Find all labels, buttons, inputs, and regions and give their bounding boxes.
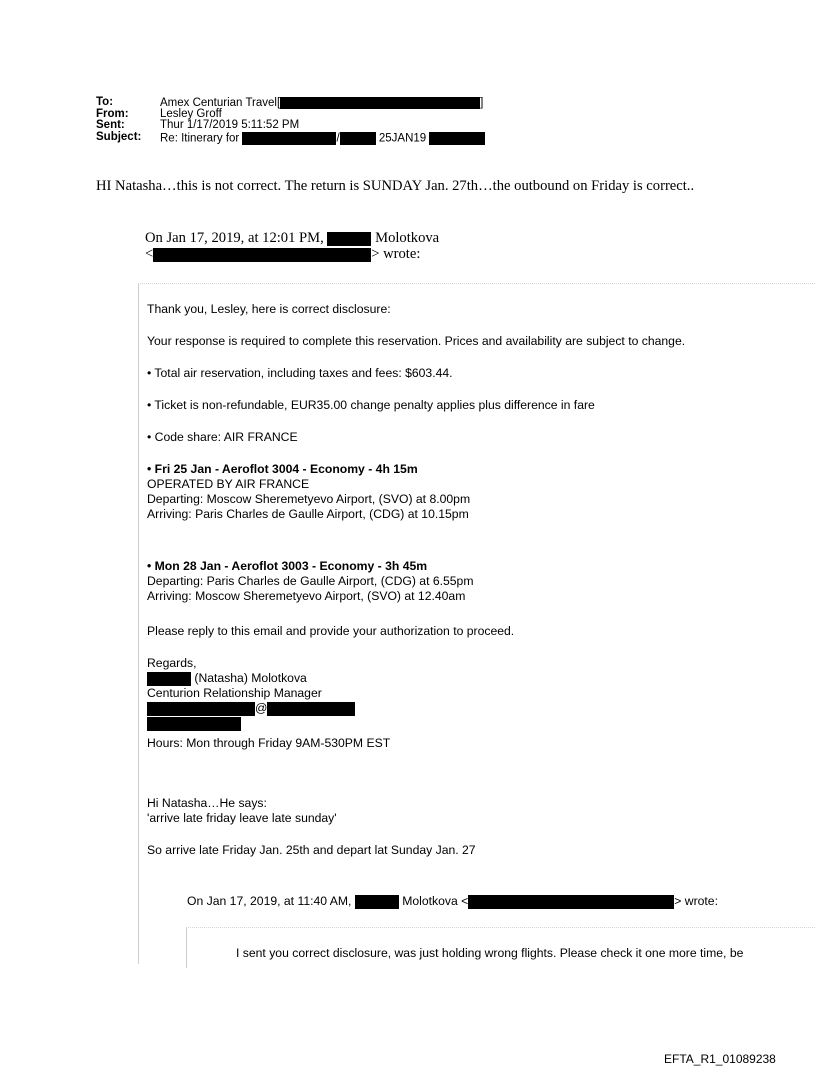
redaction xyxy=(468,895,674,909)
signature-email xyxy=(147,701,355,716)
body-codeshare: • Code share: AIR FRANCE xyxy=(147,430,298,444)
quote2-name: Molotkova < xyxy=(402,894,469,908)
to-label: To: xyxy=(96,96,114,108)
body-regards: Regards, xyxy=(147,656,197,670)
redaction xyxy=(147,717,241,731)
quote-wrote: > wrote: xyxy=(371,246,421,262)
redaction xyxy=(355,895,399,909)
sig-name-text: (Natasha) Molotkova xyxy=(191,671,307,685)
flight1-depart: Departing: Moscow Sheremetyevo Airport, (SVO) at 8.00pm xyxy=(147,492,471,506)
nested-message-text: I sent you correct disclosure, was just holding wrong flights. Please check it one more time, be xyxy=(236,946,744,960)
from-label: From: xyxy=(96,107,129,120)
quote-name: Molotkova xyxy=(375,230,440,246)
quote2-wrote: > wrote: xyxy=(674,894,718,908)
quote-line-1 xyxy=(145,230,439,246)
quote-open: < xyxy=(145,246,154,262)
subject-slash: / xyxy=(336,132,340,145)
sig-at: @ xyxy=(255,701,268,715)
redaction xyxy=(340,132,376,145)
quote-date: On Jan 17, 2019, at 12:01 PM, xyxy=(145,230,324,246)
flight2-title: • Mon 28 Jan - Aeroflot 3003 - Economy - 3h 45m xyxy=(147,559,428,573)
body-hours: Hours: Mon through Friday 9AM-530PM EST xyxy=(147,736,391,750)
to-close: ] xyxy=(480,97,484,110)
body-hi: Hi Natasha…He says: xyxy=(147,796,267,810)
flight1-operated: OPERATED BY AIR FRANCE xyxy=(147,477,310,491)
subject-text: Re: Itinerary for xyxy=(160,132,240,145)
subject-label: Subject: xyxy=(96,130,142,143)
from-value: Lesley Groff xyxy=(160,107,222,120)
redaction xyxy=(147,702,255,716)
sent-value: Thur 1/17/2019 5:11:52 PM xyxy=(160,119,300,131)
subject-value xyxy=(160,132,485,145)
subject-date: 25JAN19 xyxy=(378,132,427,145)
quote-header-1 xyxy=(145,230,439,262)
body-response: Your response is required to complete this reservation. Prices and availability are subject to change. xyxy=(147,334,686,348)
quote-header-2 xyxy=(187,894,718,909)
sent-label: Sent: xyxy=(96,119,125,131)
redaction xyxy=(153,248,371,262)
body-ticket: • Ticket is non-refundable, EUR35.00 change penalty applies plus difference in fare xyxy=(147,398,595,412)
signature-name xyxy=(147,671,307,686)
body-reply: Please reply to this email and provide your authorization to proceed. xyxy=(147,624,515,638)
flight1-title: • Fri 25 Jan - Aeroflot 3004 - Economy - 4h 15m xyxy=(147,462,418,476)
flight2-arrive: Arriving: Moscow Sheremetyevo Airport, (SVO) at 12.40am xyxy=(147,589,466,603)
quote2-date: On Jan 17, 2019, at 11:40 AM, xyxy=(187,894,352,908)
flight1-arrive: Arriving: Paris Charles de Gaulle Airport, (CDG) at 10.15pm xyxy=(147,507,469,521)
signature-title: Centurion Relationship Manager xyxy=(147,686,322,700)
document-id: EFTA_R1_01089238 xyxy=(664,1052,776,1066)
to-text: Amex Centurian Travel[ xyxy=(160,97,281,110)
redaction xyxy=(280,97,480,109)
redaction xyxy=(327,232,371,246)
redaction xyxy=(147,672,191,686)
redaction xyxy=(267,702,355,716)
intro-paragraph: HI Natasha…this is not correct. The return is SUNDAY Jan. 27th…the outbound on Friday is correct.. xyxy=(96,178,695,194)
body-thanks: Thank you, Lesley, here is correct disclosure: xyxy=(147,302,391,316)
body-total: • Total air reservation, including taxes and fees: $603.44. xyxy=(147,366,453,380)
body-says: 'arrive late friday leave late sunday' xyxy=(147,811,337,825)
body-so: So arrive late Friday Jan. 25th and depart lat Sunday Jan. 27 xyxy=(147,843,476,857)
quote-line-2 xyxy=(145,246,439,262)
redaction xyxy=(429,132,485,145)
redaction xyxy=(242,132,336,145)
flight2-depart: Departing: Paris Charles de Gaulle Airport, (CDG) at 6.55pm xyxy=(147,574,474,588)
